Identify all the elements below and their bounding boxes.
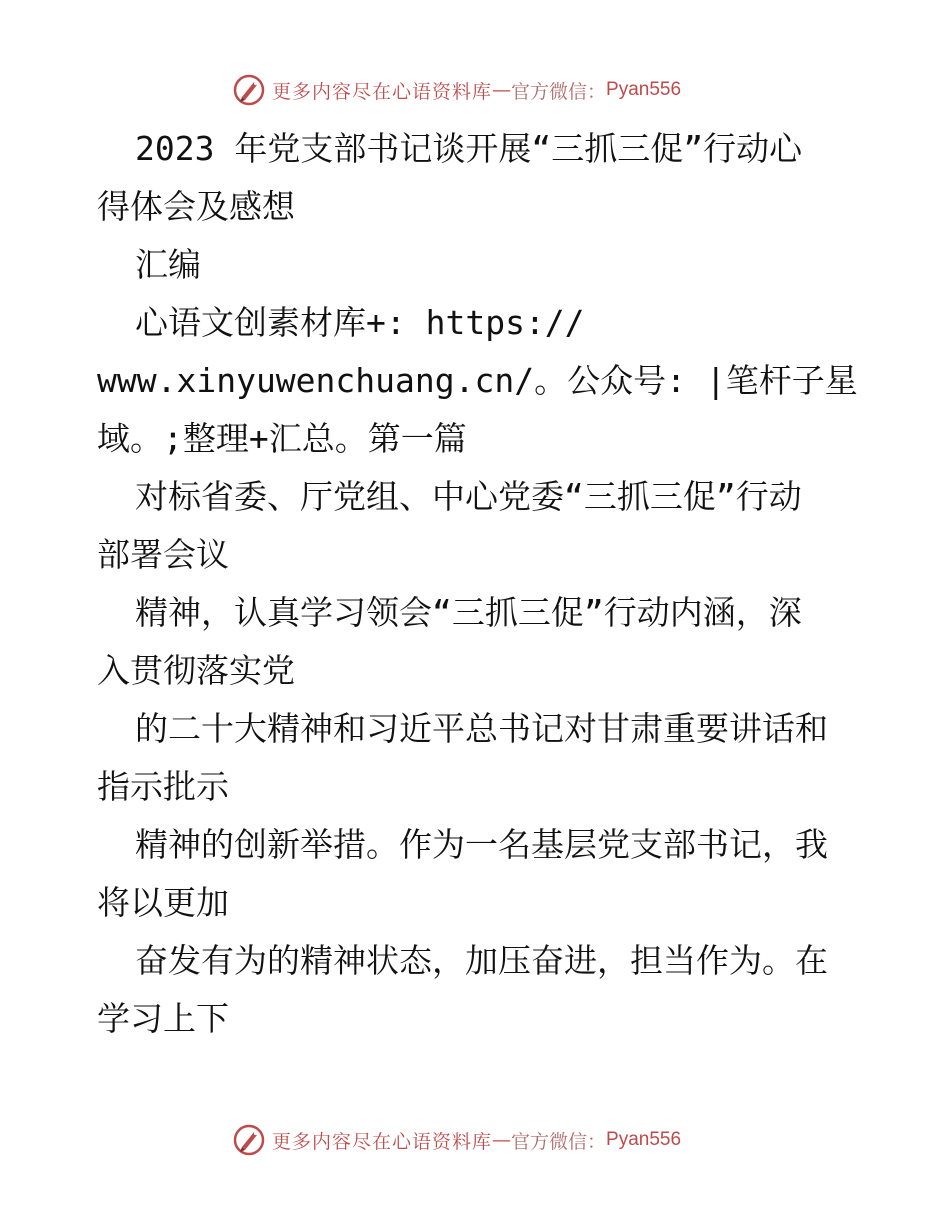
document-body bbox=[97, 120, 857, 1048]
text-line: 得体会及感想 bbox=[97, 187, 295, 226]
text-line: 域。;整理+汇总。第一篇 bbox=[97, 419, 467, 458]
text-line: 心语文创素材库+: https:// bbox=[135, 303, 585, 342]
banner-dash: — bbox=[492, 1129, 512, 1151]
text-line: www.xinyuwenchuang.cn/。公众号: |笔杆子星 bbox=[97, 361, 858, 400]
banner-wechat-label: 官方微信： bbox=[511, 1130, 607, 1153]
text-line: 指示批示 bbox=[97, 767, 229, 806]
pen-logo-icon bbox=[232, 1123, 266, 1157]
footer-watermark-banner bbox=[232, 1122, 681, 1158]
text-line: 精神的创新举措。作为一名基层党支部书记，我 bbox=[135, 825, 828, 864]
banner-wechat-id: Pyan556 bbox=[606, 79, 682, 100]
text-line: 精神，认真学习领会“三抓三促”行动内涵，深 bbox=[135, 593, 802, 632]
text-line: 将以更加 bbox=[97, 883, 229, 922]
text-line: 的二十大精神和习近平总书记对甘肃重要讲话和 bbox=[135, 709, 828, 748]
text-line: 部署会议 bbox=[97, 535, 229, 574]
banner-main-text: 更多内容尽在心语资料库 bbox=[272, 80, 493, 103]
banner-main-text: 更多内容尽在心语资料库 bbox=[272, 1130, 493, 1153]
pen-logo-icon bbox=[232, 73, 266, 107]
banner-dash: — bbox=[492, 79, 512, 101]
banner-wechat-label: 官方微信： bbox=[511, 80, 607, 103]
text-line: 奋发有为的精神状态，加压奋进，担当作为。在 bbox=[135, 941, 828, 980]
text-line: 对标省委、厅党组、中心党委“三抓三促”行动 bbox=[135, 477, 802, 516]
text-line: 入贯彻落实党 bbox=[97, 651, 295, 690]
text-line: 学习上下 bbox=[97, 999, 229, 1038]
text-line: 2023 年党支部书记谈开展“三抓三促”行动心 bbox=[135, 129, 803, 168]
header-watermark-banner bbox=[232, 72, 681, 108]
banner-wechat-id: Pyan556 bbox=[606, 1129, 682, 1150]
text-line: 汇编 bbox=[135, 245, 201, 284]
